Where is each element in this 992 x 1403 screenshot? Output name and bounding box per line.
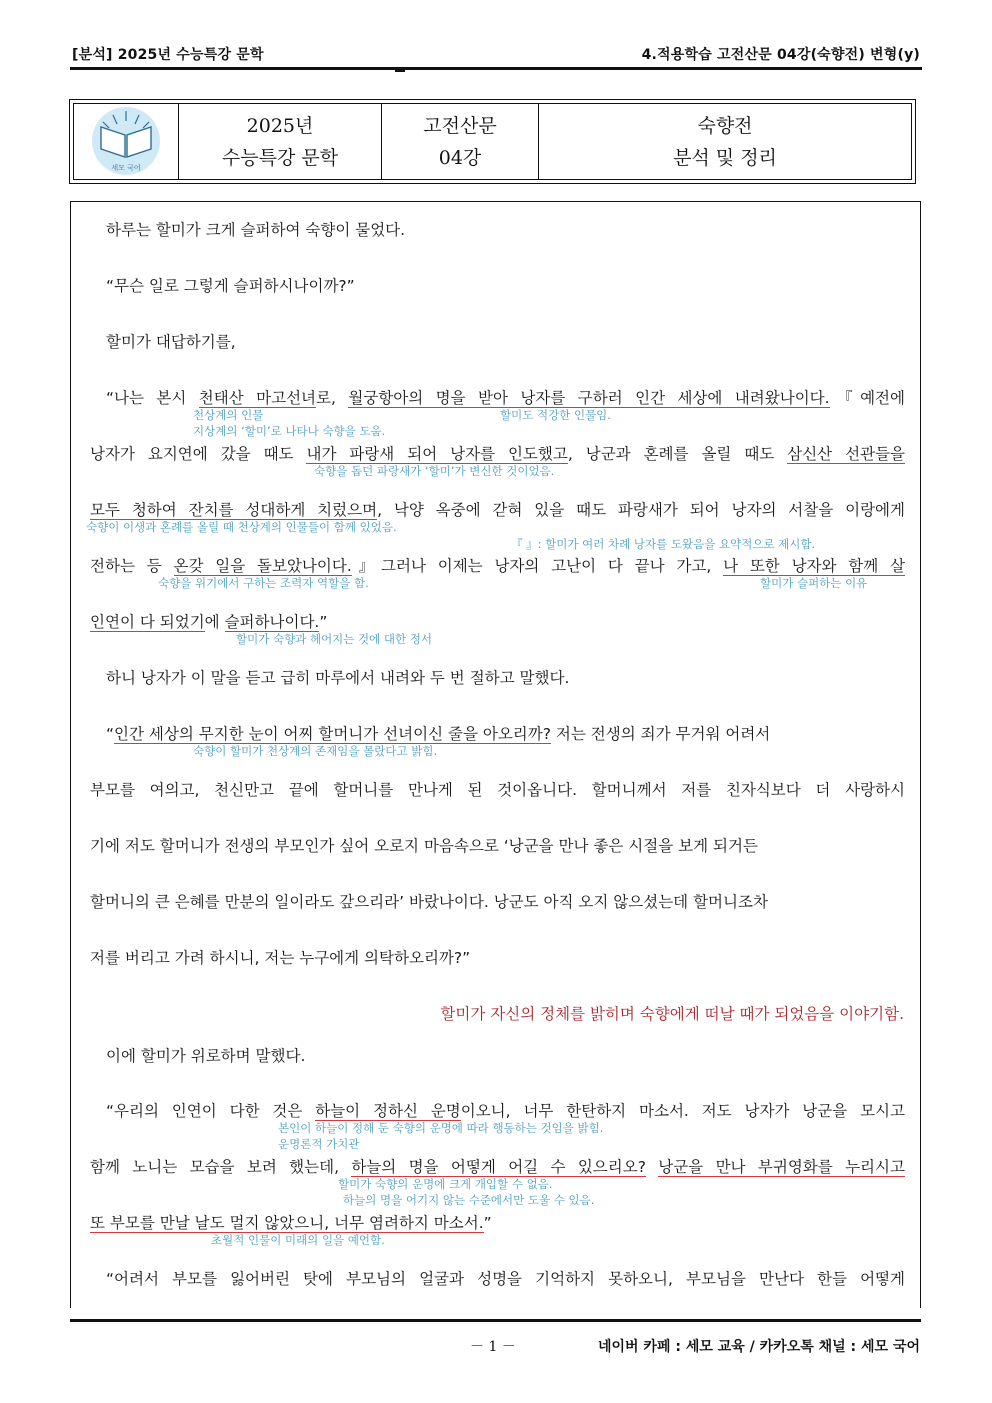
page-number: － 1 － <box>470 1339 516 1355</box>
work-cell <box>539 104 911 179</box>
speech-line-2: 낭자가 요지연에 갔을 때도 내가 파랑새 되어 낭자를 인도했고, 낭군과 혼례를 올릴 때도 삼신산 선관들을 <box>90 445 905 463</box>
comfort-line-1: “우리의 인연이 다한 것은 하늘이 정하신 운명이오니, 너무 한탄하지 마소서. 저도 낭자가 낭군을 모시고 <box>106 1102 906 1120</box>
type-line1: 고전산문 <box>423 114 497 137</box>
reply-line-1: “인간 세상의 무지한 눈이 어찌 할머니가 선녀이신 줄을 아오리까? 저는 전생의 죄가 무거워 어려서 <box>106 725 771 743</box>
speech-line-3: 모두 청하여 잔치를 성대하게 치렀으며, 낙양 옥중에 갇혀 있을 때도 파랑새가 되어 낭자의 서찰을 이랑에게 <box>90 501 905 519</box>
work-line2: 분석 및 정리 <box>673 146 777 169</box>
reply-line-4: 할머니의 큰 은혜를 만분의 일이라도 갚으리라’ 바랐나이다. 낭군도 아직 오지 않으셨는데 할머니조차 <box>90 893 768 911</box>
logo-caption: 세모 국어 <box>111 163 141 172</box>
paragraph-2: “무슨 일로 그렇게 슬퍼하시나이까?” <box>106 277 355 295</box>
note: 숙향이 할미가 천상계의 존재임을 몰랐다고 밝힘. <box>193 744 438 758</box>
note: 할미가 숙향과 헤어지는 것에 대한 정서 <box>236 632 433 646</box>
paragraph-1: 하루는 할미가 크게 슬퍼하여 숙향이 물었다. <box>106 221 406 239</box>
underline-mago: 천태산 마고선녀 <box>198 389 317 407</box>
note: 할미가 숙향의 운명에 크게 개입할 수 없음. <box>338 1177 553 1191</box>
title-table <box>69 99 916 184</box>
work-line1: 숙향전 <box>697 114 753 137</box>
note: 할미가 슬퍼하는 이유 <box>760 576 868 590</box>
book-logo-icon <box>83 105 169 179</box>
header-right: 4.적용학습 고전산문 04강(숙향전) 변형(y) <box>641 47 920 63</box>
note: 『 』: 할미가 여러 차례 낭자를 도왔음을 요약적으로 제시함. <box>511 537 816 551</box>
footer-rule <box>70 1319 921 1322</box>
year-line2: 수능특강 문학 <box>221 146 339 169</box>
note: 본인이 하늘이 정해 둔 숙향의 운명에 따라 행동하는 것임을 밝힘. <box>278 1121 604 1135</box>
comfort-line-3: 또 부모를 만날 날도 멀지 않았으니, 너무 염려하지 마소서.” <box>90 1214 492 1232</box>
header-rule <box>70 67 922 70</box>
logo-cell <box>74 104 179 179</box>
note: 운명론적 가치관 <box>278 1137 360 1151</box>
reply-line-5: 저를 버리고 가려 하시니, 저는 누구에게 의탁하오리까?” <box>90 949 471 967</box>
type-cell <box>382 104 539 179</box>
speech-line-4: 전하는 등 온갖 일을 돌보았나이다.』그러나 이제는 낭자의 고난이 다 끝나 가고, 나 또한 낭자와 함께 살 <box>90 557 906 575</box>
speech-line-5: 인연이 다 되었기에 슬퍼하나이다.” <box>90 613 328 631</box>
note: 천상계의 인물 <box>193 408 264 422</box>
speech-line-1: “나는 본시 천태산 마고선녀로, 월궁항아의 명을 받아 낭자를 구하러 인간 세상에 내려왔나이다.『예전에 <box>106 389 905 407</box>
note: 할미도 적강한 인물임. <box>500 408 611 422</box>
underline-descend: 월궁항아의 명을 받아 낭자를 구하러 인간 세상에 내려왔나이다. <box>348 389 830 407</box>
note: 숙향을 위기에서 구하는 조력자 역할을 함. <box>158 576 369 590</box>
note: 지상계의 ‘할미’로 나타나 숙향을 도움. <box>193 424 386 438</box>
footer-info: 네이버 카페 : 세모 교육 / 카카오톡 채널 : 세모 국어 <box>597 1339 920 1355</box>
reply-line-final: “어려서 부모를 잃어버린 탓에 부모님의 얼굴과 성명을 기억하지 못하오니, 부모님을 만난다 한들 어떻게 <box>106 1270 905 1288</box>
summary-note: 할미가 자신의 정체를 밝히며 숙향에게 떠날 때가 되었음을 이야기함. <box>440 1005 904 1023</box>
reply-line-2: 부모를 여의고, 천신만고 끝에 할머니를 만나게 된 것이옵니다. 할머니께서 저를 친자식보다 더 사랑하시 <box>90 781 905 799</box>
header-tick <box>395 70 405 72</box>
header-left: [분석] 2025년 수능특강 문학 <box>72 47 264 63</box>
note: 숙향이 이생과 혼례를 올릴 때 천상계의 인물들이 함께 있었음. <box>86 520 397 534</box>
paragraph-5: 이에 할미가 위로하며 말했다. <box>106 1047 306 1065</box>
year-line1: 2025년 <box>246 114 314 137</box>
note: 초월적 인물이 미래의 일을 예언함. <box>211 1233 385 1247</box>
type-line2: 04강 <box>438 146 482 169</box>
paragraph-3: 할미가 대답하기를, <box>106 333 236 351</box>
reply-line-3: 기에 저도 할머니가 전생의 부모인가 싶어 오로지 마음속으로 ‘낭군을 만나 좋은 시절을 보게 되거든 <box>90 837 758 855</box>
comfort-line-2: 함께 노니는 모습을 보려 했는데, 하늘의 명을 어떻게 어길 수 있으리오? 낭군을 만나 부귀영화를 누리시고 <box>90 1158 905 1176</box>
paragraph-4: 하니 낭자가 이 말을 듣고 급히 마루에서 내려와 두 번 절하고 말했다. <box>106 669 570 687</box>
note: 숙향을 돕던 파랑새가 ‘할미’가 변신한 것이었음. <box>314 464 555 478</box>
note: 하늘의 명을 어기지 않는 수준에서만 도울 수 있음. <box>343 1193 595 1207</box>
year-cell <box>179 104 382 179</box>
